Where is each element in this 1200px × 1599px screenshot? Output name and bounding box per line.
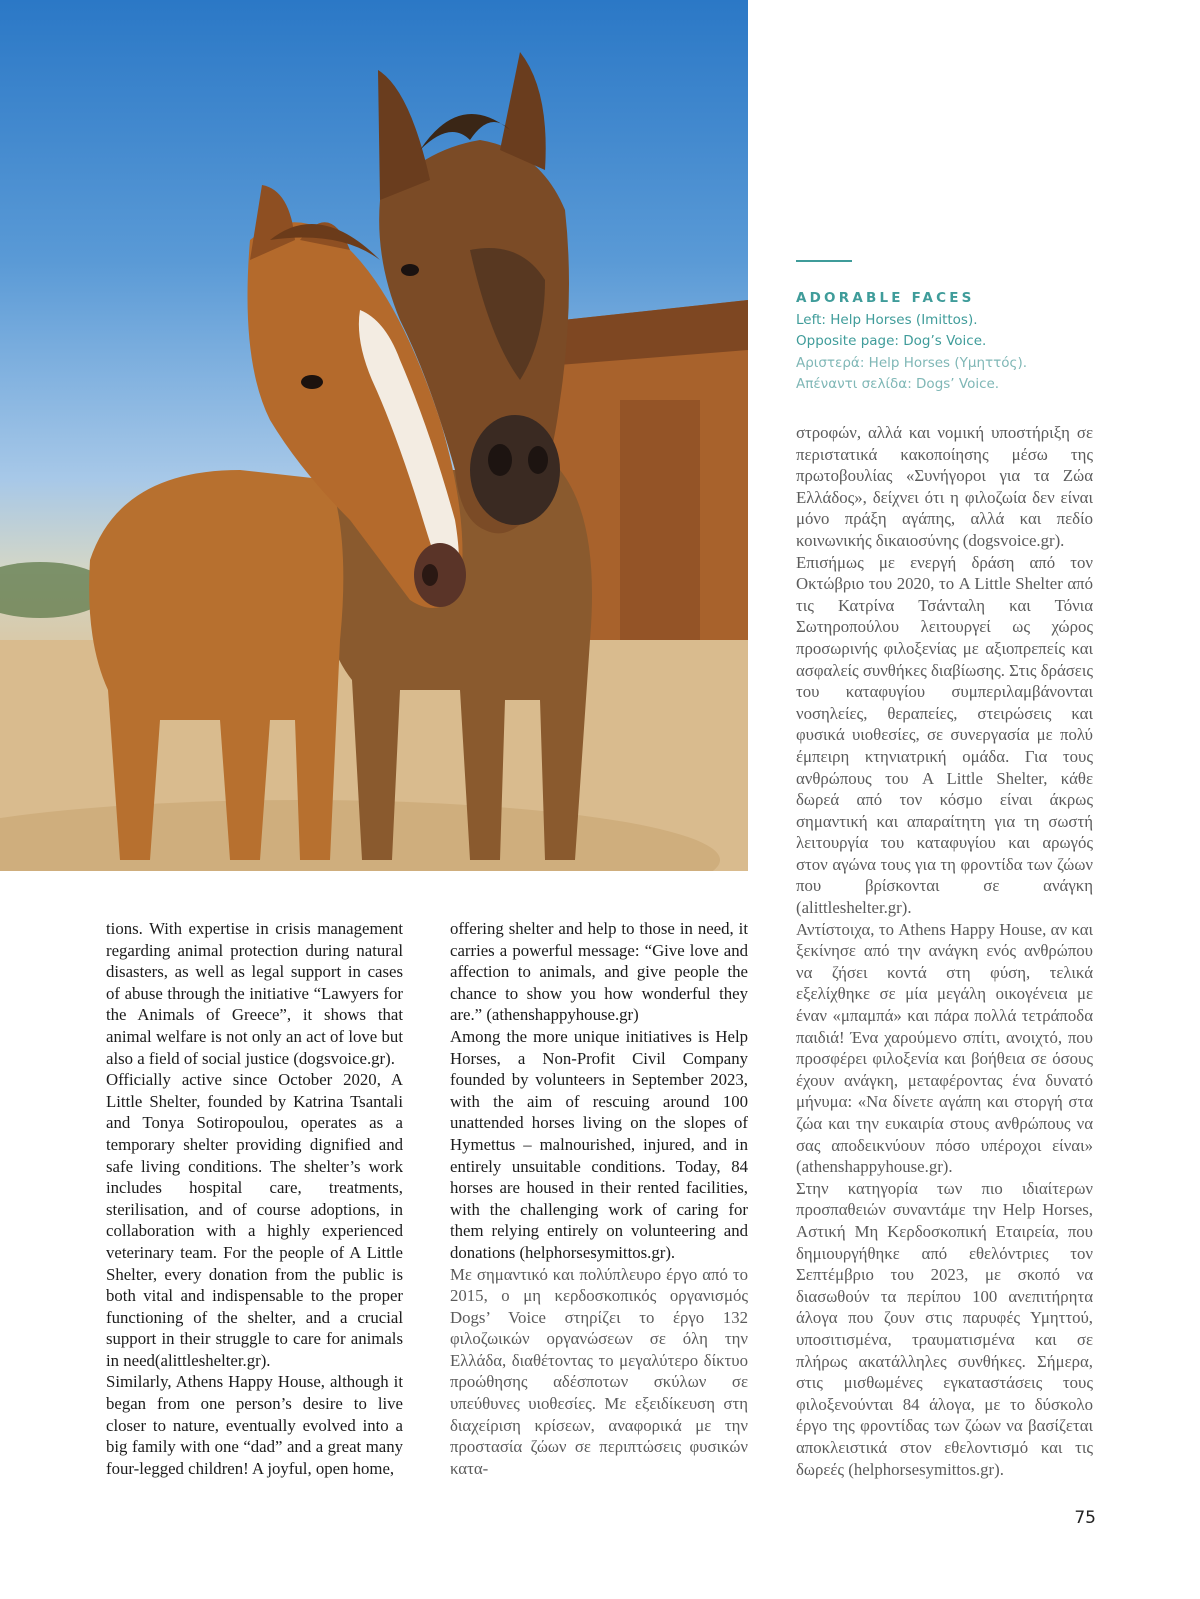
page-number: 75 (1074, 1508, 1096, 1528)
paragraph: offering shelter and help to those in need, it carries a powerful message: “Give love and affection to animals, and give people the chance to show you how wonderful they are.” (athenshappyhouse.gr) (450, 919, 748, 1025)
paragraph-greek: στροφών, αλλά και νομική υποστήριξη σε περιστατικά κακοποίησης μέσω της πρωτοβουλίας «Συνήγοροι για τα Ζώα Ελλάδος», δείχνει ότι η φιλοζωία δεν είναι μόνο πράξη αγάπης, αλλά και πεδίο κοινωνικής δικαιοσύνης (dogsvoice.gr). (796, 423, 1093, 550)
caption-line-gr-1: Αριστερά: Help Horses (Υμηττός). (796, 354, 1028, 371)
paragraph-greek: Με σημαντικό και πολύπλευρο έργο από το 2015, ο μη κερδοσκοπικός οργανισμός Dogs’ Voice στηρίζει το έργο 132 φιλοζωικών οργανώσεων σε όλη την Ελλάδα, διαθέτοντας το μεγαλύτερο δίκτυο προώθησης αδέσποτων σκύλων σε υπεύθυνες υιοθεσίες. Με εξειδίκευση στη διαχείριση κρίσεων, αναφορικά με την προστασία ζώων σε περιπτώσεις φυσικών κατα- (450, 1264, 748, 1478)
photo-caption (796, 288, 1136, 396)
article-column-1 (106, 918, 403, 1479)
caption-title: ADORABLE FACES (796, 290, 975, 306)
foals-photo (0, 0, 748, 871)
paragraph: Officially active since October 2020, A Little Shelter, founded by Katrina Tsantali and Tonya Sotiropoulou, operates as a temporary shelter providing dignified and safe living conditions. The shelter’s work includes hospital care, treatments, sterilisation, and of course adoptions, in collaboration with a highly experienced veterinary team. For the people of A Little Shelter, every donation from the public is both vital and indispensable to the proper functioning of the shelter, and a crucial support in their struggle to care for animals in need(alittleshelter.gr). (106, 1070, 403, 1370)
caption-line-en-2: Opposite page: Dog’s Voice. (796, 333, 987, 349)
two-foals-photo (0, 0, 748, 871)
paragraph: Among the more unique initiatives is Help Horses, a Non-Profit Civil Company founded by volunteers in September 2023, with the aim of rescuing around 100 unattended horses living on the slopes of Hymettus – malnourished, injured, and in entirely unsuitable conditions. Today, 84 horses are housed in their rented facilities, with the challenging work of caring for them relying entirely on volunteering and donations (helphorsesymittos.gr). (450, 1026, 748, 1262)
paragraph: Similarly, Athens Happy House, although it began from one person’s desire to live closer to nature, eventually evolved into a big family with one “dad” and a great many four-legged children! A joyful, open home, (106, 1372, 403, 1478)
caption-rule (796, 260, 852, 262)
paragraph-greek: Αντίστοιχα, το Athens Happy House, αν και ξεκίνησε από την ανάγκη ενός ανθρώπου να ζήσει κοντά στη φύση, τελικά εξελίχθηκε σε μία μεγάλη οικογένεια με έναν «μπαμπά» και πάρα πολλά τετράποδα παιδιά! Ένα χαρούμενο σπίτι, ανοιχτό, που προσφέρει φιλοξενία και βοήθεια σε όσους έχουν ανάγκη, μεταφέροντας ένα δυνατό μήνυμα: «Να δίνετε αγάπη και στοργή στα ζώα και την ευκαιρία στους ανθρώπους να σας αποδεικνύουν πόσο υπέροχοι είναι» (athenshappyhouse.gr). (796, 919, 1093, 1177)
paragraph-greek: Στην κατηγορία των πιο ιδιαίτερων προσπαθειών συναντάμε την Help Horses, Αστική Μη Κερδοσκοπική Εταιρεία, που δημιουργήθηκε από εθελόντριες τον Σεπτέμβριο του 2023, με σκοπό να διασωθούν τα περίπου 100 ανεπιτήρητα άλογα που ζουν στις παρυφές Υμηττού, υποσιτισμένα, τραυματισμένα και σε πλήρως ακατάλληλες συνθήκες. Σήμερα, στις μισθωμένες εγκαταστάσεις τους φιλοξενούνται 84 άλογα, με το δύσκολο έργο της φροντίδας των ζώων να βασίζεται αποκλειστικά στον εθελοντισμό και τις δωρεές (helphorsesymittos.gr). (796, 1178, 1093, 1479)
paragraph-greek: Επισήμως με ενεργή δράση από τον Οκτώβριο του 2020, το A Little Shelter από τις Κατρίνα Τσάνταλη και Τόνια Σωτηροπούλου λειτουργεί ως χώρος προσωρινής φιλοξενίας με αξιοπρεπείς και ασφαλείς συνθήκες διαβίωσης. Στις δράσεις του καταφυγίου συμπεριλαμβάνονται νοσηλείες, θεραπείες, στειρώσεις και φυσικά υιοθεσίες, σε συνεργασία με πολύ έμπειρη κτηνιατρική ομάδα. Για τους ανθρώπους του A Little Shelter, κάθε δωρεά από τον κόσμο είναι άκρως σημαντική και απαραίτητη για τη σωστή λειτουργία του καταφυγίου και αρωγός στον αγώνα τους για τη φροντίδα των ζώων που βρίσκονται σε ανάγκη (alittleshelter.gr). (796, 552, 1094, 918)
caption-line-gr-2: Απέναντι σελίδα: Dogs’ Voice. (796, 376, 1000, 392)
paragraph: tions. With expertise in crisis management regarding animal protection during natural disasters, as well as legal support in cases of abuse through the initiative “Lawyers for the Animals of Greece”, it shows that animal welfare is not only an act of love but also a field of social justice (dogsvoice.gr). (106, 919, 403, 1068)
caption-line-en-1: Left: Help Horses (Imittos). (796, 311, 978, 328)
article-column-3 (796, 422, 1093, 1480)
article-column-2 (450, 918, 748, 1479)
